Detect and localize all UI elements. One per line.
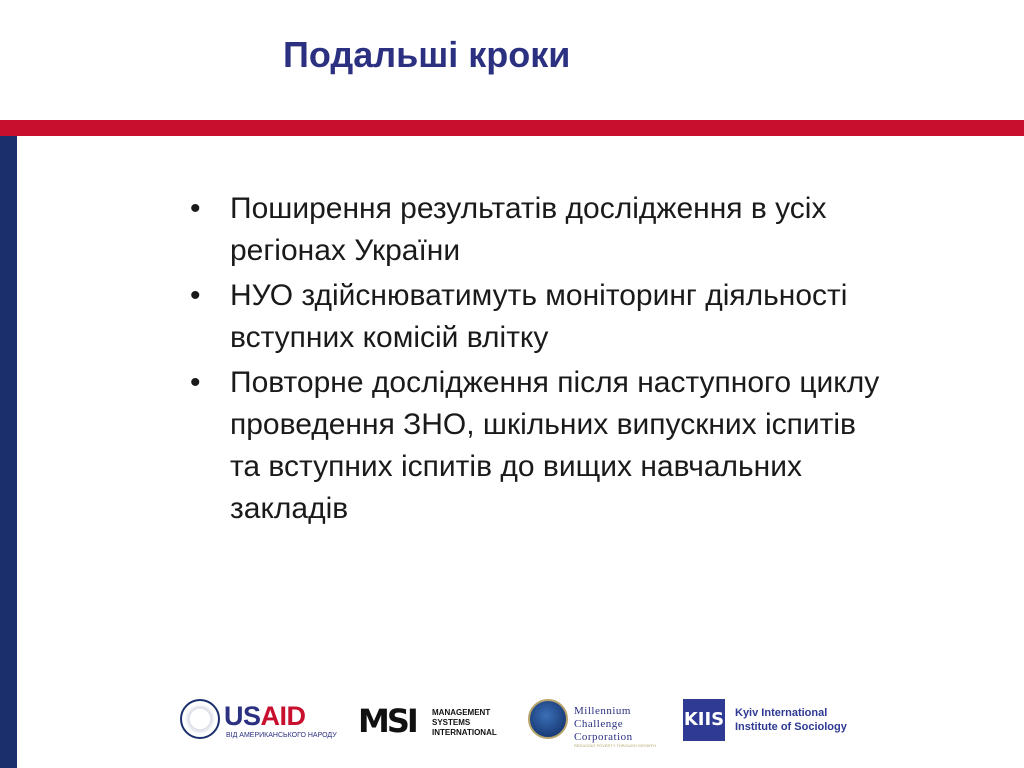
mcc-line: Corporation (574, 731, 633, 743)
usaid-subtitle: ВІД АМЕРИКАНСЬКОГО НАРОДУ (226, 732, 337, 739)
msi-logo (358, 702, 508, 745)
msi-line: INTERNATIONAL (432, 728, 497, 737)
msi-mark: MSI (358, 702, 416, 740)
bullet-item (190, 362, 890, 530)
red-divider-bar (0, 120, 1024, 136)
bullet-marker: • (190, 366, 201, 399)
bullet-marker: • (190, 192, 201, 225)
blue-side-bar (0, 136, 17, 768)
bullet-item (190, 188, 890, 272)
bullet-item (190, 275, 890, 359)
bullet-text: НУО здійснюватимуть моніторинг діяльності вступних комісій влітку (230, 279, 848, 354)
msi-line: SYSTEMS (432, 718, 471, 727)
bullet-marker: • (190, 279, 201, 312)
usaid-prefix: US (224, 701, 261, 731)
mcc-line: Millennium (574, 705, 631, 717)
kiis-line: Kyiv International (735, 707, 828, 719)
kiis-logo (683, 699, 863, 745)
kiis-text (735, 706, 847, 734)
mcc-line: Challenge (574, 718, 624, 730)
msi-line: MANAGEMENT (432, 708, 491, 717)
mcc-logo (528, 697, 678, 749)
msi-text (432, 708, 497, 738)
usaid-logo (180, 695, 337, 747)
mcc-tagline: REDUCING POVERTY THROUGH GROWTH (574, 743, 657, 748)
kiis-line: Institute of Sociology (735, 721, 847, 733)
mcc-text (574, 705, 633, 744)
bullet-text: Повторне дослідження після наступного циклу проведення ЗНО, шкільних випускних іспитів та вступних іспитів до вищих навчальних закладів (230, 366, 880, 525)
usaid-suffix: AID (260, 701, 306, 731)
logo-strip (0, 695, 1024, 755)
globe-icon (528, 699, 568, 739)
bullet-list (190, 188, 890, 533)
kiis-mark-icon: KIIS (683, 699, 725, 741)
usaid-seal-icon (180, 699, 220, 739)
usaid-wordmark (224, 701, 306, 732)
slide-title: Подальші кроки (283, 34, 571, 75)
bullet-text: Поширення результатів дослідження в усіх регіонах України (230, 192, 827, 267)
